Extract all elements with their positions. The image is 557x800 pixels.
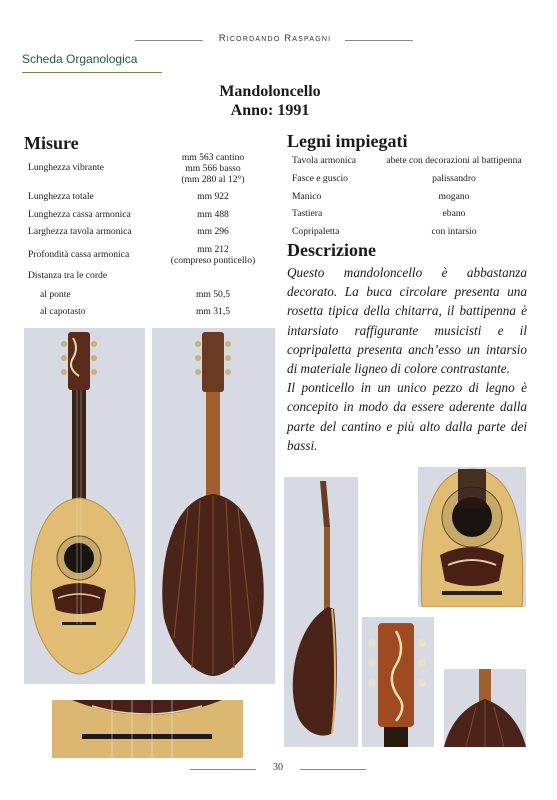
page-title: [200, 82, 340, 120]
descrizione-paragraph: Questo mandoloncello è abbastanza decorato. La buca circolare presenta una rosetta tipica della chitarra, il battipenna è intarsiato raffigurante musicisti e il copripaletta presenta anch’esso un intarsio di materiale ligneo di colore contrastante.: [287, 265, 527, 377]
footer-rule-left: [190, 769, 256, 770]
descrizione-paragraph: Il ponticello in un unico pezzo di legno è concepito in modo da essere aderente dalla parte del cantino e più alto dalla parte dei bassi.: [287, 380, 527, 453]
legni-value: con intarsio: [431, 226, 477, 237]
misure-value-line: mm 296: [197, 226, 229, 237]
title-year: Anno: 1991: [230, 102, 310, 119]
footer-rule-right: [300, 769, 366, 770]
legni-value: palissandro: [432, 173, 476, 184]
section-tag: Scheda Organologica: [22, 52, 138, 66]
misure-label: Lunghezza cassa armonica: [28, 209, 131, 220]
misure-value: [158, 191, 268, 202]
legni-value: ebano: [442, 208, 466, 219]
misure-label: Distanza tra le corde: [28, 270, 108, 281]
misure-value-line: (compreso ponticello): [170, 255, 256, 266]
header-rule-right: [345, 40, 413, 41]
misure-value: [158, 152, 268, 185]
running-title: Ricordando Raspagni: [218, 33, 332, 44]
misure-value: [158, 209, 268, 220]
photo-front-view: [24, 328, 145, 684]
header-rule-left: [135, 40, 203, 41]
misure-value-line: mm 488: [197, 209, 229, 220]
misure-value-line: (mm 280 al 12°): [181, 174, 245, 185]
legni-label: Fasce e guscio: [292, 173, 348, 184]
misure-label: al capotasto: [40, 306, 86, 317]
page-number: 30: [273, 762, 283, 773]
descrizione-heading: Descrizione: [287, 240, 376, 260]
legni-value: abete con decorazioni al battipenna: [386, 155, 522, 166]
misure-label: Lunghezza vibrante: [28, 162, 104, 173]
photo-soundboard-detail: [418, 467, 526, 607]
photo-side-view: [284, 477, 358, 747]
title-instrument: Mandoloncello: [219, 83, 321, 100]
misure-value: [158, 244, 268, 266]
misure-value-line: mm 563 cantino: [181, 152, 245, 163]
legni-label: Tavola armonica: [292, 155, 357, 166]
misure-value-line: mm 50,5: [195, 289, 231, 300]
misure-value: [158, 289, 268, 300]
descrizione-text: [287, 263, 527, 455]
legni-value: mogano: [438, 191, 470, 202]
section-rule: [22, 72, 162, 73]
misure-label: Lunghezza totale: [28, 191, 94, 202]
legni-label: Tastiera: [292, 208, 323, 219]
photo-back-view: [152, 328, 275, 684]
legni-label: Copripaletta: [292, 226, 340, 237]
misure-value-line: mm 31,5: [195, 306, 231, 317]
misure-value: [158, 306, 268, 317]
misure-value-line: mm 566 basso: [185, 163, 241, 174]
misure-value-line: mm 922: [197, 191, 229, 202]
photo-heel-detail: [444, 669, 526, 747]
misure-value-line: mm 212: [197, 244, 229, 255]
misure-heading: Misure: [24, 133, 79, 153]
photo-bridge-detail: [52, 700, 243, 758]
legni-label: Manico: [292, 191, 322, 202]
legni-heading: Legni impiegati: [287, 131, 408, 151]
misure-value: [158, 226, 268, 237]
misure-label: Profondità cassa armonica: [28, 249, 130, 260]
misure-label: Larghezza tavola armonica: [28, 226, 132, 237]
photo-headstock-detail: [362, 617, 434, 747]
misure-label: al ponte: [40, 289, 71, 300]
